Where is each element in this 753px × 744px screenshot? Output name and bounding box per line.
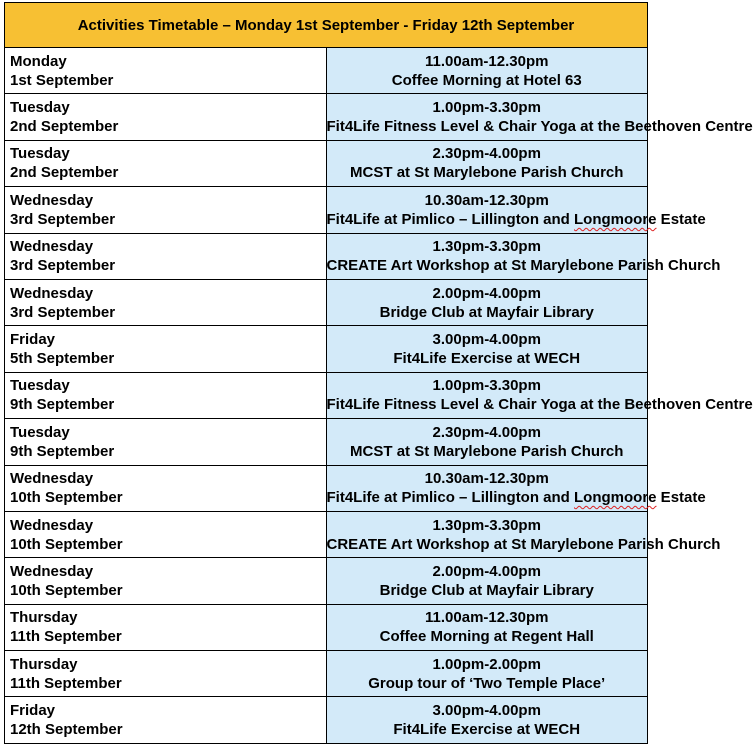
day-cell — [5, 187, 327, 233]
day-cell — [5, 372, 327, 418]
activity-cell — [326, 419, 648, 465]
activity-time: 1.30pm-3.30pm — [432, 238, 541, 256]
activity-time: 2.30pm-4.00pm — [432, 423, 541, 441]
activity-name: Coffee Morning at Hotel 63 — [391, 71, 582, 89]
day-cell — [5, 511, 327, 557]
title-row — [5, 3, 648, 48]
activity-name: Fit4Life Fitness Level & Chair Yoga at the Beethoven Centre — [326, 396, 753, 414]
day-cell — [5, 604, 327, 650]
activity-cell — [326, 94, 753, 140]
activity-cell — [326, 279, 648, 325]
weekday: Wednesday — [10, 191, 94, 209]
date: 12th September — [10, 721, 123, 739]
activity-cell — [326, 604, 648, 650]
day-cell — [5, 233, 327, 279]
weekday: Friday — [10, 702, 56, 720]
weekday: Wednesday — [10, 516, 94, 534]
table-row — [5, 604, 648, 650]
day-cell — [5, 326, 327, 372]
day-cell — [5, 140, 327, 186]
date: 2nd September — [10, 164, 119, 182]
table-row — [5, 372, 648, 418]
activity-time: 2.00pm-4.00pm — [432, 562, 541, 580]
activity-time: 11.00am-12.30pm — [425, 52, 549, 70]
date: 10th September — [10, 489, 123, 507]
weekday: Tuesday — [10, 145, 70, 163]
activity-name: Fit4Life at Pimlico – Lillington and Longmoore Estate — [326, 210, 706, 228]
activity-name: Fit4Life Exercise at WECH — [393, 350, 581, 368]
table-row — [5, 140, 648, 186]
activity-time: 11.00am-12.30pm — [425, 609, 549, 627]
date: 5th September — [10, 350, 115, 368]
activity-time: 3.00pm-4.00pm — [432, 331, 541, 349]
date: 3rd September — [10, 303, 116, 321]
date: 3rd September — [10, 210, 116, 228]
weekday: Thursday — [10, 655, 78, 673]
day-cell — [5, 558, 327, 604]
table-row — [5, 233, 648, 279]
table-row — [5, 94, 648, 140]
activity-name: MCST at St Marylebone Parish Church — [350, 164, 624, 182]
table-row — [5, 326, 648, 372]
activity-time: 1.00pm-2.00pm — [432, 655, 541, 673]
date: 10th September — [10, 535, 123, 553]
activity-name: MCST at St Marylebone Parish Church — [350, 442, 624, 460]
table-row — [5, 48, 648, 94]
timetable-body — [5, 48, 753, 744]
activity-name: Coffee Morning at Regent Hall — [379, 628, 594, 646]
table-row — [5, 651, 648, 697]
date: 10th September — [10, 581, 123, 599]
table-row — [5, 419, 648, 465]
activity-name: Fit4Life Exercise at WECH — [393, 721, 581, 739]
activity-name: CREATE Art Workshop at St Marylebone Parish Church — [326, 257, 721, 275]
day-cell — [5, 697, 327, 743]
activity-time: 2.00pm-4.00pm — [432, 284, 541, 302]
activity-time: 10.30am-12.30pm — [424, 191, 549, 209]
weekday: Wednesday — [10, 562, 94, 580]
date: 11th September — [10, 628, 122, 646]
table-row — [5, 697, 648, 743]
timetable-title: Activities Timetable – Monday 1st September - Friday 12th September — [5, 3, 648, 48]
activity-cell — [326, 140, 648, 186]
activity-name: Fit4Life at Pimlico – Lillington and Longmoore Estate — [326, 489, 706, 507]
table-row — [5, 511, 648, 557]
weekday: Tuesday — [10, 377, 70, 395]
date: 9th September — [10, 442, 115, 460]
day-cell — [5, 94, 327, 140]
table-row — [5, 558, 648, 604]
activity-cell — [326, 233, 721, 279]
activity-time: 10.30am-12.30pm — [424, 470, 549, 488]
date: 2nd September — [10, 118, 119, 136]
weekday: Wednesday — [10, 238, 94, 256]
activity-cell — [326, 187, 706, 233]
activity-name: Bridge Club at Mayfair Library — [379, 303, 594, 321]
activity-cell — [326, 558, 648, 604]
weekday: Wednesday — [10, 284, 94, 302]
day-cell — [5, 48, 327, 94]
weekday: Wednesday — [10, 470, 94, 488]
date: 11th September — [10, 674, 122, 692]
activity-cell — [326, 48, 648, 94]
weekday: Thursday — [10, 609, 78, 627]
day-cell — [5, 651, 327, 697]
date: 3rd September — [10, 257, 116, 275]
day-cell — [5, 419, 327, 465]
date: 9th September — [10, 396, 115, 414]
activity-cell — [326, 511, 721, 557]
activity-name: Bridge Club at Mayfair Library — [379, 581, 594, 599]
activity-time: 1.00pm-3.30pm — [432, 99, 541, 117]
table-row — [5, 465, 648, 511]
activity-name: CREATE Art Workshop at St Marylebone Parish Church — [326, 535, 721, 553]
table-row — [5, 279, 648, 325]
timetable-container — [4, 2, 753, 744]
timetable — [4, 2, 753, 744]
activity-name: Group tour of ‘Two Temple Place’ — [368, 674, 606, 692]
day-cell — [5, 279, 327, 325]
weekday: Tuesday — [10, 99, 70, 117]
weekday: Tuesday — [10, 423, 70, 441]
activity-time: 1.30pm-3.30pm — [432, 516, 541, 534]
activity-cell — [326, 465, 706, 511]
activity-time: 1.00pm-3.30pm — [432, 377, 541, 395]
activity-cell — [326, 372, 753, 418]
activity-cell — [326, 697, 648, 743]
activity-time: 2.30pm-4.00pm — [432, 145, 541, 163]
day-cell — [5, 465, 327, 511]
activity-time: 3.00pm-4.00pm — [432, 702, 541, 720]
weekday: Friday — [10, 331, 56, 349]
activity-name: Fit4Life Fitness Level & Chair Yoga at the Beethoven Centre — [326, 118, 753, 136]
table-row — [5, 187, 648, 233]
activity-cell — [326, 326, 648, 372]
activity-cell — [326, 651, 648, 697]
weekday: Monday — [10, 52, 67, 70]
date: 1st September — [10, 71, 114, 89]
